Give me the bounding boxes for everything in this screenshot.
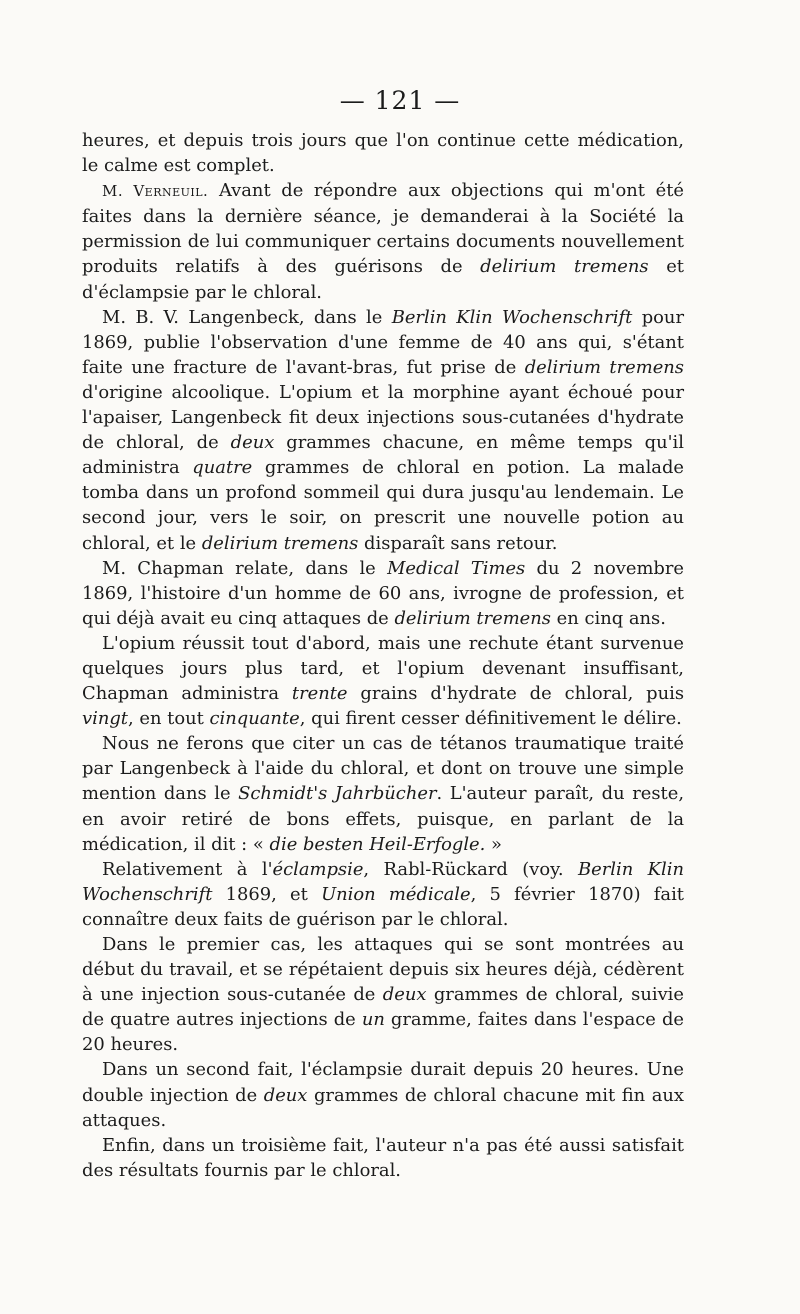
italic-text: cinquante <box>209 708 300 730</box>
italic-text: Medical Times <box>387 557 526 579</box>
text-run: grammes de chloral chacune mit fin aux attaques. <box>82 1084 684 1131</box>
text-run: M. B. V. Langenbeck, dans le <box>102 306 392 328</box>
italic-text: deux <box>230 432 275 454</box>
text-run: Dans un second fait, l'éclampsie durait depuis 20 heures. Une double injection de <box>82 1059 684 1106</box>
italic-text: vingt <box>82 708 128 730</box>
paragraph <box>82 1133 684 1183</box>
text-run: grammes de chloral, suivie de quatre autres injections de <box>82 984 684 1031</box>
italic-text: deux <box>382 984 427 1006</box>
italic-text: Schmidt's Jahrbücher <box>238 783 437 805</box>
text-run: grammes chacune, en même temps qu'il administra <box>82 432 685 479</box>
paragraph <box>82 731 684 856</box>
speaker-name: M. Verneuil. <box>102 182 209 201</box>
italic-text: Berlin Klin Wochenschrift <box>391 306 633 328</box>
text-run: , en tout <box>128 708 210 730</box>
text-run: , Rabl-Rückard (voy. <box>363 858 578 880</box>
body-text <box>82 128 684 1183</box>
paragraph <box>82 857 684 932</box>
italic-text: trente <box>291 683 348 705</box>
italic-text: delirium tremens <box>394 607 551 629</box>
text-run: , 5 février 1870) fait connaître deux faits de guérison par le chloral. <box>82 883 684 930</box>
text-run: 1869, et <box>212 883 322 905</box>
text-run: du 2 novembre 1869, l'histoire d'un homme de 60 ans, ivrogne de profession, et qui déjà avait eu cinq attaques de <box>82 557 684 629</box>
text-run: » <box>485 833 502 855</box>
italic-text: Berlin Klin Wochenschrift <box>82 858 684 905</box>
text-run: disparaît sans retour. <box>358 532 558 554</box>
italic-text: éclampsie <box>272 858 364 880</box>
paragraph <box>82 305 684 556</box>
text-run: Avant de répondre aux objections qui m'ont été faites dans la dernière séance, je demanderai à la Société la permission de lui communiquer certains documents nouvellement produits relatifs à des guérisons de <box>82 180 684 278</box>
italic-text: die besten Heil-Erfogle. <box>269 833 486 855</box>
text-run: M. Chapman relate, dans le <box>102 557 388 579</box>
text-run: et d'éclampsie par le chloral. <box>82 256 684 303</box>
paragraph <box>82 556 684 631</box>
text-run: pour 1869, publie l'observation d'une femme de 40 ans qui, s'étant faite une fracture de l'avant-bras, fut prise de <box>82 306 684 378</box>
text-run: Enfin, dans un troisième fait, l'auteur n'a pas été aussi satisfait des résultats fournis par le chloral. <box>82 1134 684 1181</box>
italic-text: Union médicale <box>321 883 471 905</box>
page-number: — 121 — <box>339 86 461 115</box>
text-run: L'opium réussit tout d'abord, mais une rechute étant survenue quelques jours plus tard, et l'opium devenant insuffisant, Chapman administra <box>82 632 684 705</box>
text-run: grains d'hydrate de chloral, puis <box>347 683 685 705</box>
text-run: d'origine alcoolique. L'opium et la morphine ayant échoué pour l'apaiser, Langenbeck fit deux injections sous-cutanées d'hydrate de chloral, de <box>82 381 684 454</box>
italic-text: delirium tremens <box>480 256 649 278</box>
italic-text: deux <box>263 1084 308 1106</box>
italic-text: delirium tremens <box>201 532 359 554</box>
italic-text: delirium tremens <box>524 356 684 378</box>
paragraph <box>82 178 684 304</box>
text-run: gramme, faites dans l'espace de 20 heures. <box>82 1009 684 1056</box>
text-run: en cinq ans. <box>550 607 666 629</box>
paragraph <box>82 1057 684 1132</box>
italic-text: un <box>361 1009 385 1031</box>
italic-text: quatre <box>192 457 253 479</box>
paragraph <box>82 932 684 1057</box>
paragraph <box>82 631 684 731</box>
text-run: Dans le premier cas, les attaques qui se sont montrées au début du travail, et se répétaient depuis six heures déjà, cédèrent à une injection sous-cutanée de <box>82 934 684 1006</box>
paragraph <box>82 128 684 178</box>
text-run: heures, et depuis trois jours que l'on continue cette médication, le calme est complet. <box>82 130 684 177</box>
text-run: , qui firent cesser définitivement le délire. <box>299 708 682 730</box>
text-run: grammes de chloral en potion. La malade tomba dans un profond sommeil qui dura jusqu'au lendemain. Le second jour, vers le soir, on prescrit une nouvelle potion au chloral, et le <box>82 457 685 554</box>
text-run: Relativement à l' <box>102 858 273 880</box>
text-run: Nous ne ferons que citer un cas de tétanos traumatique traité par Langenbeck à l'aide du chloral, et dont on trouve une simple mention dans le <box>82 733 684 805</box>
text-run: . L'auteur paraît, du reste, en avoir retiré de bons effets, puisque, en parlant de la médication, il dit : « <box>82 783 684 855</box>
